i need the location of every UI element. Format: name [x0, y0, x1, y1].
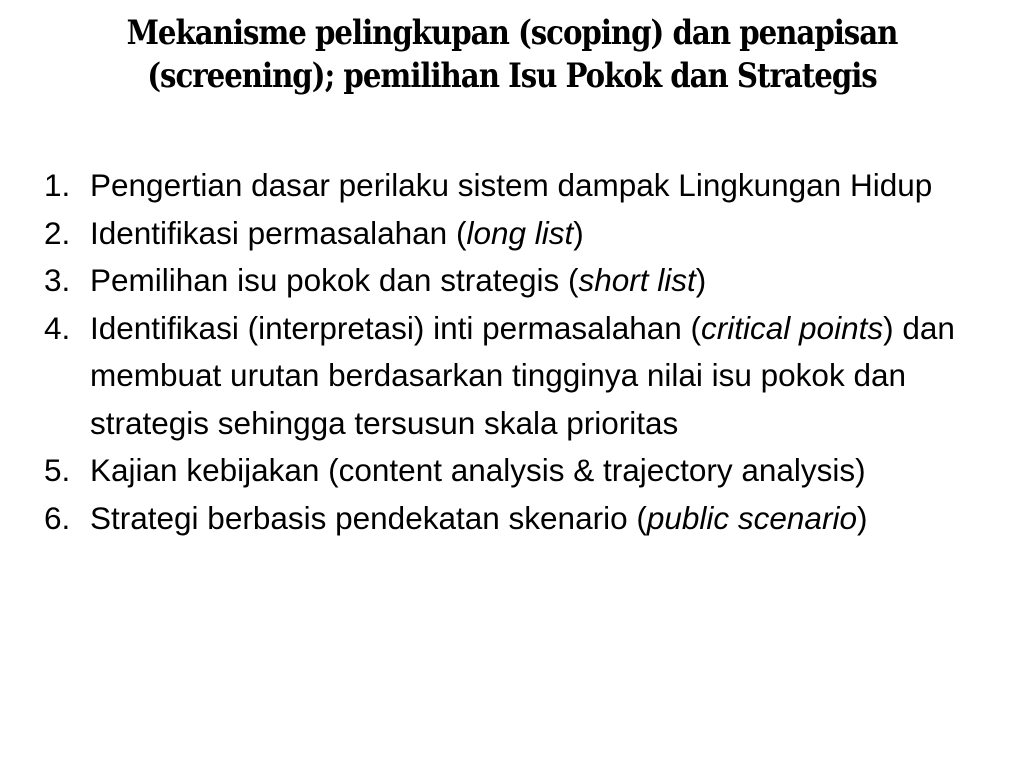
list-item-text-part: Identifikasi (interpretasi) inti permasalahan (	[90, 309, 702, 346]
list-item-text-part: )	[695, 262, 707, 298]
list-item-2	[44, 210, 994, 258]
list-item-number: 1.	[44, 167, 71, 203]
list-item-text-part: Pemilihan isu pokok dan strategis (	[90, 262, 579, 298]
list-item-number: 2.	[44, 214, 71, 251]
list-item-text	[90, 495, 994, 543]
numbered-list	[44, 162, 994, 542]
list-item-5	[44, 447, 994, 495]
slide-title-line-2: (screening); pemilihan Isu Pokok dan Strategis	[147, 56, 877, 96]
list-item-text-italic: public scenario	[646, 499, 857, 536]
list-item-text-italic: short list	[578, 262, 696, 298]
list-item-1	[44, 162, 994, 210]
list-item-3	[44, 257, 994, 305]
slide-title	[106, 12, 918, 98]
list-item-text	[90, 447, 994, 495]
list-item-4	[44, 305, 994, 448]
list-item-text-part: Strategi berbasis pendekatan skenario (	[90, 499, 647, 536]
list-item-text-part: Kajian kebijakan (content analysis & trajectory analysis)	[90, 452, 866, 488]
list-item-number: 3.	[44, 262, 71, 298]
list-item-text	[90, 162, 994, 210]
list-item-number: 4.	[44, 309, 71, 346]
list-item-6	[44, 495, 994, 543]
list-item-text-part: )	[856, 499, 868, 536]
list-item-text-italic: long list	[466, 214, 574, 251]
list-item-text-italic: critical points	[701, 309, 884, 346]
list-item-text-part: )	[573, 214, 584, 251]
list-item-text-part: Identifikasi permasalahan (	[90, 214, 467, 251]
list-item-text-part: Pengertian dasar perilaku sistem dampak Lingkungan Hidup	[90, 167, 933, 203]
list-item-text	[90, 257, 994, 305]
list-item-text	[90, 305, 994, 448]
list-item-text-part: ) dan membuat urutan berdasarkan tingginya nilai isu pokok dan strategis sehingga tersusun skala prioritas	[90, 309, 955, 441]
list-item-number: 6.	[44, 499, 71, 536]
slide-title-line-1: Mekanisme pelingkupan (scoping) dan penapisan	[126, 13, 898, 53]
list-item-text	[90, 210, 994, 258]
list-item-number: 5.	[44, 452, 71, 488]
